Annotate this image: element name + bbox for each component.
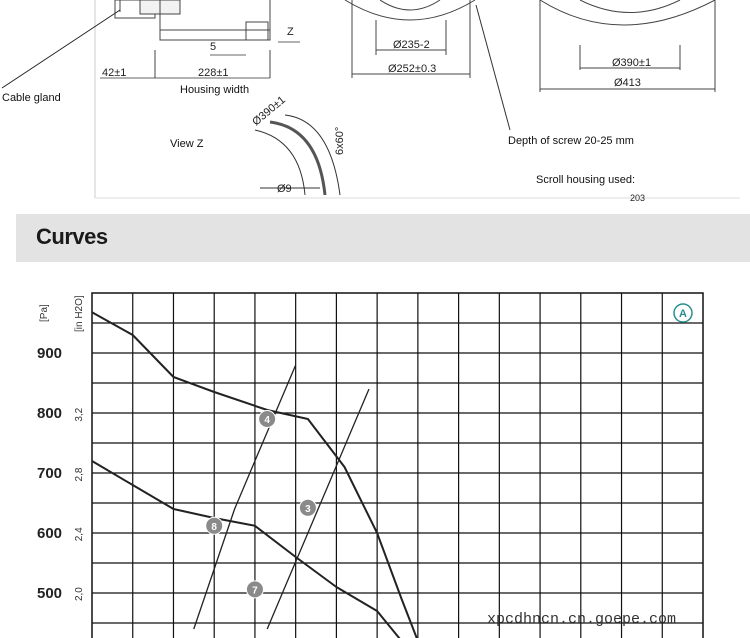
y-tick-pa: 600	[37, 525, 63, 542]
dim-228: 228±1	[198, 67, 229, 79]
dim-413: Ø413	[614, 77, 641, 89]
depth-screw-label: Depth of screw 20-25 mm	[508, 135, 634, 147]
dim-252: Ø252±0.3	[388, 63, 437, 75]
dim-235: Ø235-2	[393, 39, 430, 51]
operating-point-label: 4	[264, 415, 270, 426]
dim-6x60: 6x60°	[334, 126, 346, 155]
operating-point	[259, 411, 276, 428]
y-tick-pa: 800	[37, 405, 63, 422]
y-unit-pa: [Pa]	[39, 304, 50, 322]
y-axis-inh2o	[74, 407, 85, 601]
housing-width-label: Housing width	[180, 84, 250, 96]
cable-gland-label: Cable gland	[2, 92, 61, 104]
operating-point	[299, 499, 316, 516]
side-view	[115, 0, 270, 78]
dim-5: 5	[210, 41, 217, 53]
badge-a-label: A	[679, 308, 687, 320]
scroll-housing-value: 203	[630, 193, 646, 203]
y-tick-pa: 700	[37, 465, 63, 482]
y-unit-inh2o: [in H2O]	[74, 295, 85, 332]
y-axis-pa	[37, 345, 62, 602]
dim-9: Ø9	[277, 183, 292, 195]
dim-z: Z	[287, 26, 294, 38]
section-title: Curves	[36, 224, 108, 249]
watermark: xpcdhncn.cn.goepe.com	[487, 611, 677, 628]
dim-390: Ø390±1	[612, 57, 652, 69]
scroll-housing-label: Scroll housing used:	[536, 174, 636, 186]
operating-point	[246, 581, 263, 598]
y-tick-inh2o: 2,0	[74, 587, 85, 602]
operating-point-label: 3	[305, 503, 311, 515]
operating-points	[206, 411, 317, 598]
dim-390-small: Ø390±1	[250, 93, 288, 129]
y-tick-pa: 500	[37, 585, 63, 602]
dim-42: 42±1	[102, 67, 127, 79]
screw-leader	[476, 5, 510, 130]
y-tick-inh2o: 3,2	[74, 407, 85, 422]
view-z-label: View Z	[170, 138, 204, 150]
view-z-detail	[255, 115, 340, 195]
y-tick-inh2o: 2,4	[74, 527, 85, 542]
operating-point-label: 7	[252, 585, 258, 597]
badge-a	[674, 304, 692, 322]
operating-point	[206, 517, 223, 534]
fan-curve-chart	[0, 270, 750, 638]
operating-point-label: 8	[211, 521, 217, 533]
technical-drawing	[0, 0, 750, 205]
y-tick-inh2o: 2,8	[74, 467, 85, 482]
section-header	[16, 214, 750, 262]
y-tick-pa: 900	[37, 345, 63, 362]
series-line	[194, 365, 296, 629]
